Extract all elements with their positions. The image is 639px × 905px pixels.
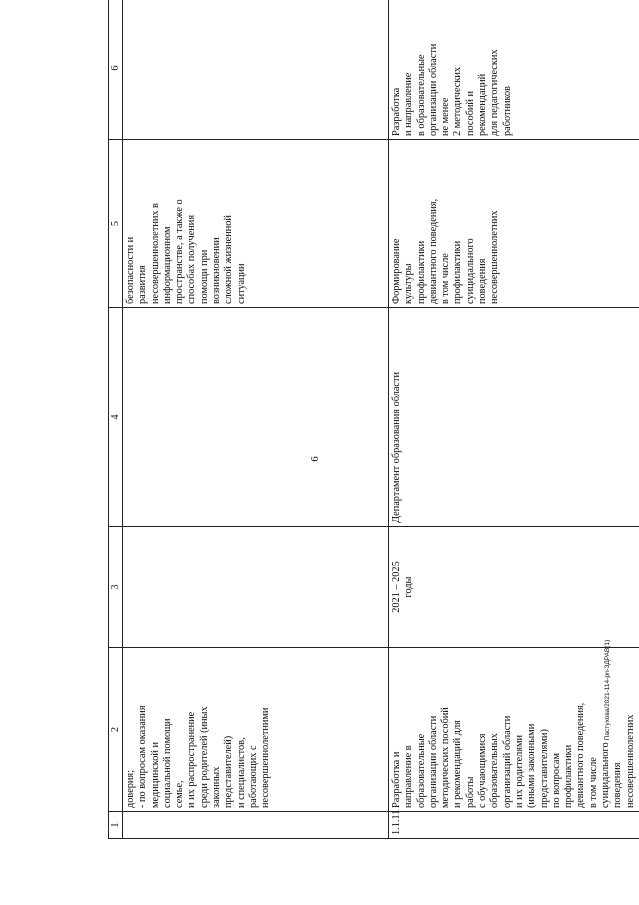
table-row [389,0,639,839]
cell-item-number [123,812,389,839]
cell-period [123,527,389,648]
cell-activity: доверия; - по вопросам оказания медицинской и социальной помощи семье, и их распространение среди родителей (иных законных представителей) и специалистов, работающих с несовершеннолетними [123,648,389,812]
cell-indicator: Разработка и направление в образовательные организации области не менее 2 методических пособий и рекомендаций для педагогических работников [389,0,639,140]
page-number: 6 [308,456,321,462]
cell-executor [123,308,389,527]
column-number-3: 3 [109,527,123,648]
measures-table [108,0,639,839]
cell-goal: безопасности и развития несовершеннолетних в информационном пространстве, а также о способах получения помощи при возникновении сложной жизненной ситуации [123,140,389,308]
table-header-row [109,0,123,839]
column-number-1: 1 [109,812,123,839]
cell-indicator [123,0,389,140]
column-number-2: 2 [109,648,123,812]
cell-executor: Департамент образования области [389,308,639,527]
cell-period: 2021 – 2025 годы [389,527,639,648]
column-number-6: 6 [109,0,123,140]
cell-item-number: 1.1.11 [389,812,639,839]
column-number-5: 5 [109,140,123,308]
cell-activity: Разработка и направление в образовательные организации области методических пособий и рекомендаций для работы с обучающимися образовательных организаций области и их родителями (иными законными представителями) по вопросам профилактики девиантного поведения, в том числе суицидального поведения несовершеннолетних [389,648,639,812]
cell-goal: Формирование культуры профилактики девиантного поведения, в том числе профилактики суицидального поведения несовершеннолетних [389,140,639,308]
table-row [123,0,389,839]
document-footer: Пастухова/2021-114-pn-3ДРАВ(1) [604,639,611,741]
column-number-4: 4 [109,308,123,527]
